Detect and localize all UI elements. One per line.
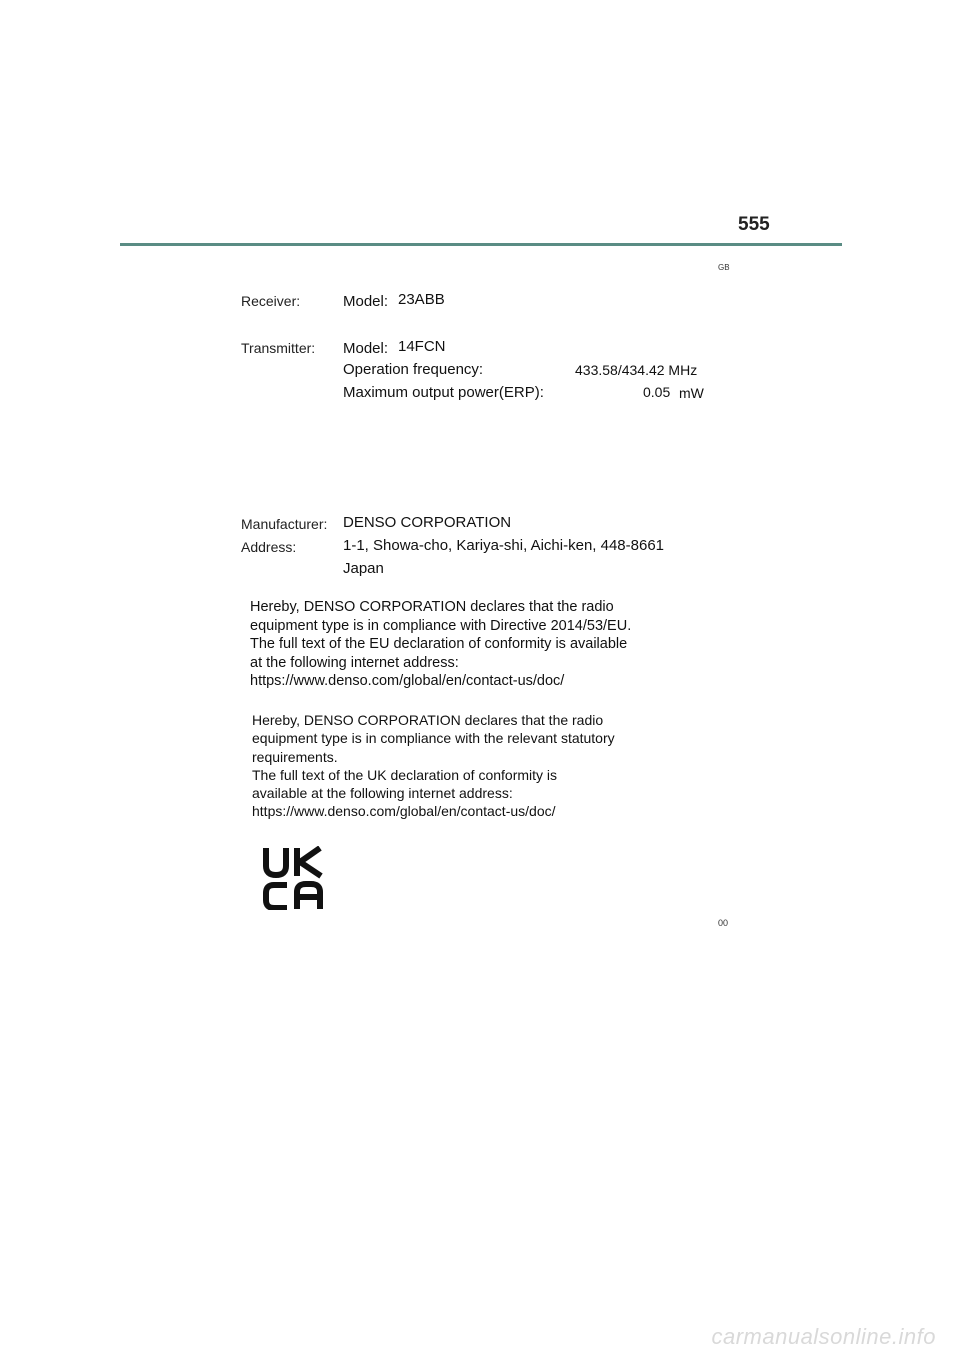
- transmitter-model-label: Model:: [343, 340, 389, 357]
- header-divider: [120, 243, 842, 246]
- eu-declaration-line: The full text of the EU declaration of conformity is available: [250, 636, 628, 652]
- uk-declaration: [252, 711, 615, 821]
- receiver-label: Receiver:: [241, 293, 301, 309]
- page-number: 555: [738, 214, 770, 235]
- receiver-model-value: 23ABB: [398, 291, 445, 308]
- uk-declaration-line: available at the following internet address:: [252, 785, 513, 802]
- receiver-model-label: Model:: [343, 293, 389, 310]
- manufacturer-label: Manufacturer:: [241, 516, 328, 532]
- eu-declaration-url: https://www.denso.com/global/en/contact-us/doc/: [250, 673, 565, 689]
- eu-declaration-line: equipment type is in compliance with Directive 2014/53/EU.: [250, 617, 632, 634]
- footer-code: 00: [718, 918, 729, 928]
- operation-frequency-value: 433.58/434.42 MHz: [575, 362, 698, 378]
- uk-declaration-line: Hereby, DENSO CORPORATION declares that the radio: [252, 712, 604, 728]
- uk-declaration-line: requirements.: [252, 748, 338, 765]
- region-code: GB: [718, 263, 730, 272]
- eu-declaration-line: Hereby, DENSO CORPORATION declares that the radio: [250, 599, 614, 615]
- uk-declaration-line: equipment type is in compliance with the relevant statutory: [252, 730, 615, 747]
- max-output-power-unit: mW: [679, 385, 704, 401]
- uk-declaration-line: The full text of the UK declaration of conformity is: [252, 766, 558, 783]
- ukca-mark-logo: [262, 846, 324, 910]
- address-line-2: Japan: [343, 560, 384, 577]
- uk-declaration-url: https://www.denso.com/global/en/contact-us/doc/: [252, 803, 556, 820]
- max-output-power-value: 0.05: [643, 384, 671, 400]
- address-label: Address:: [241, 539, 297, 555]
- eu-declaration-line: at the following internet address:: [250, 654, 459, 671]
- address-line-1: 1-1, Showa-cho, Kariya-shi, Aichi-ken, 448-8661: [343, 537, 665, 554]
- transmitter-model-value: 14FCN: [398, 338, 446, 355]
- watermark: carmanualsonline.info: [711, 1324, 936, 1349]
- eu-declaration: [250, 598, 631, 691]
- transmitter-label: Transmitter:: [241, 340, 316, 356]
- operation-frequency-label: Operation frequency:: [343, 361, 484, 378]
- manufacturer-name: DENSO CORPORATION: [343, 514, 512, 531]
- max-output-power-label: Maximum output power(ERP):: [343, 384, 544, 401]
